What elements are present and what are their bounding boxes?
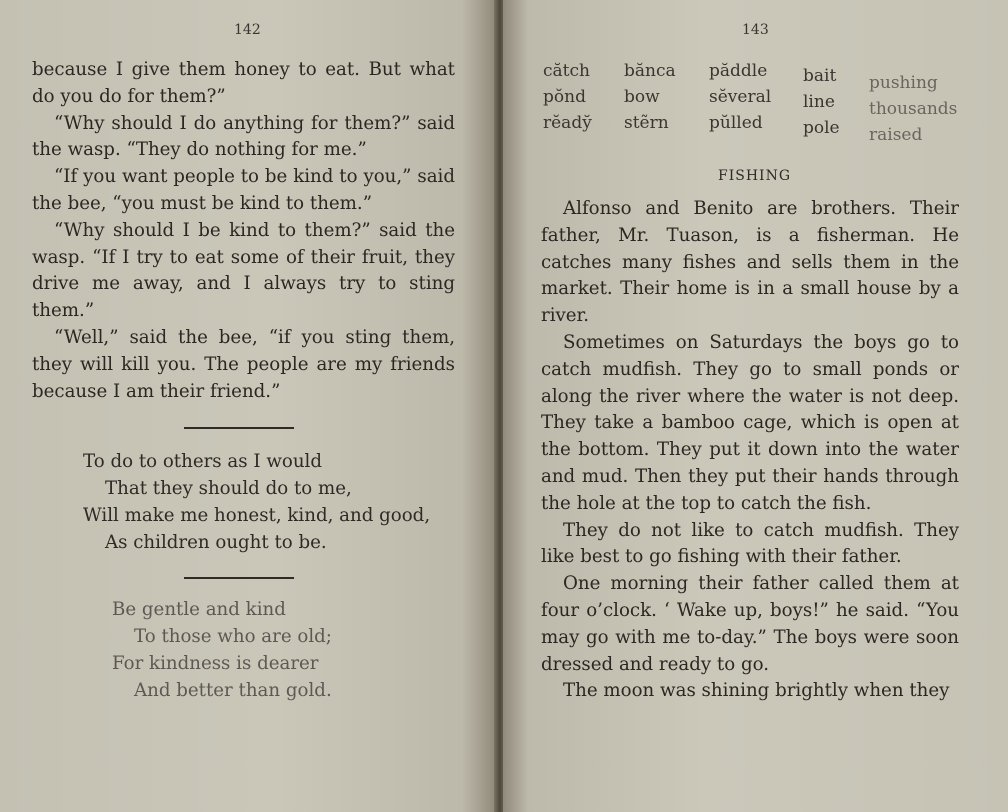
paragraph: “Why should I do anything for them?” said the wasp. “They do nothing for me.” bbox=[32, 112, 455, 161]
word: line bbox=[803, 92, 835, 112]
divider-rule bbox=[184, 427, 294, 429]
paragraph: Alfonso and Benito are brothers. Their father, Mr. Tuason, is a fisherman. He catches many fishes and sells them in the market. Their home is in a small house by a river. bbox=[541, 198, 959, 327]
poem-line: For kindness is dearer bbox=[112, 653, 319, 674]
poem-line: To those who are old; bbox=[134, 626, 332, 647]
paragraph: They do not like to catch mudfish. They like best to go fishing with their father. bbox=[541, 519, 959, 568]
poem-line: To do to others as I would bbox=[83, 451, 323, 472]
page-number: 143 bbox=[742, 22, 769, 38]
word: pushing bbox=[869, 73, 938, 93]
paragraph: The moon was shining brightly when they bbox=[563, 680, 950, 702]
word: păddle bbox=[709, 61, 768, 81]
poem-line: As children ought to be. bbox=[105, 532, 327, 553]
word: bănca bbox=[624, 61, 676, 81]
word: bait bbox=[803, 66, 837, 86]
word: pŏnd bbox=[543, 87, 586, 107]
word-column bbox=[543, 58, 592, 136]
divider-rule bbox=[184, 577, 294, 579]
poem-line: That they should do to me, bbox=[105, 478, 352, 499]
word-column bbox=[803, 63, 840, 141]
word: rĕady̆ bbox=[543, 113, 592, 133]
paragraph: “Why should I be kind to them?” said the wasp. “If I try to eat some of their fruit, they drive me away, and I always try to sting them.” bbox=[32, 219, 455, 322]
story-text bbox=[541, 196, 959, 705]
paragraph: One morning their father called them at four o’clock. ‘ Wake up, boys!” he said. “You may go with me to-day.” The boys were soon dressed and ready to go. bbox=[541, 573, 959, 675]
paragraph: “If you want people to be kind to you,” said the bee, “you must be kind to them.” bbox=[32, 166, 455, 214]
word: pŭlled bbox=[709, 113, 763, 133]
word-column bbox=[869, 70, 957, 148]
word-column bbox=[624, 58, 676, 136]
word: cătch bbox=[543, 61, 590, 81]
word-list bbox=[541, 58, 981, 148]
left-page bbox=[0, 0, 497, 812]
paragraph: “Well,” said the bee, “if you sting them, they will kill you. The people are my friends because I am their friend.” bbox=[32, 326, 455, 402]
word: sĕveral bbox=[709, 87, 772, 107]
right-page bbox=[503, 0, 1008, 812]
paragraph: because I give them honey to eat. But what do you do for them?” bbox=[32, 59, 455, 107]
word: stẽrn bbox=[624, 113, 669, 133]
word: pole bbox=[803, 118, 840, 138]
page-number: 142 bbox=[234, 22, 261, 38]
story-text bbox=[32, 57, 455, 405]
poem-line: Be gentle and kind bbox=[112, 599, 286, 620]
word-column bbox=[709, 58, 771, 136]
poem-line: And better than gold. bbox=[134, 680, 332, 701]
paragraph: Sometimes on Saturdays the boys go to catch mudfish. They go to small ponds or along the river where the water is not deep. They take a bamboo cage, which is open at the bottom. They put it down into the water and mud. Then they put their hands through the hole at the top to catch the fish. bbox=[541, 331, 959, 514]
poem bbox=[83, 448, 430, 556]
word: bow bbox=[624, 87, 660, 107]
poem-line: Will make me honest, kind, and good, bbox=[83, 505, 431, 526]
lesson-heading: FISHING bbox=[718, 168, 792, 184]
word: raised bbox=[869, 125, 923, 145]
poem bbox=[112, 596, 332, 704]
word: thousands bbox=[869, 99, 958, 119]
